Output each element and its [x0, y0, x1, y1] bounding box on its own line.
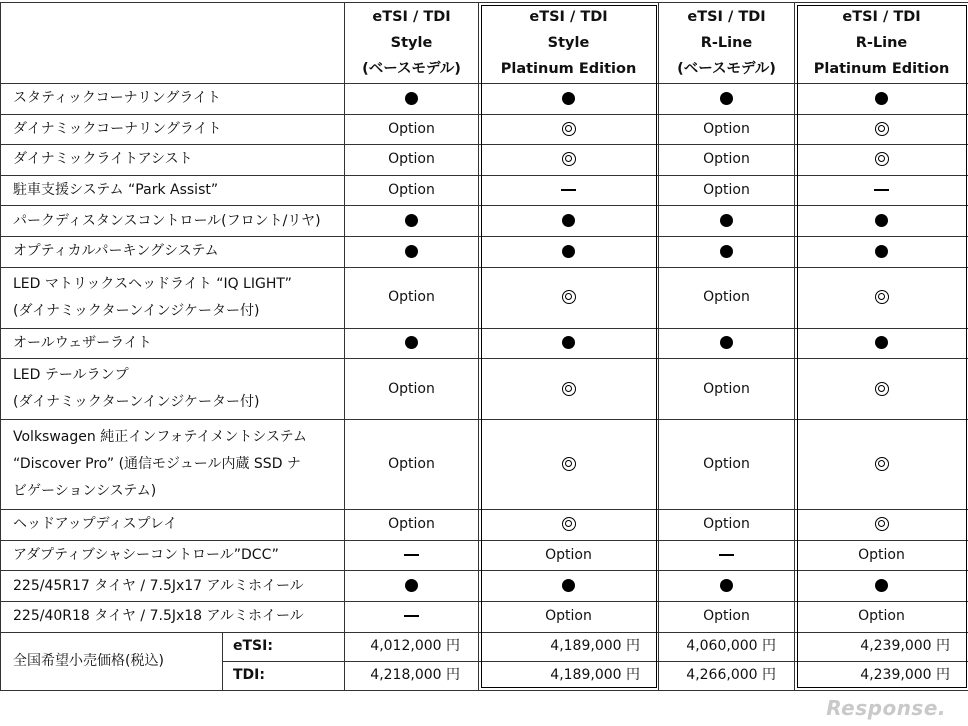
header-line: Style	[390, 35, 433, 51]
header-line: (ベースモデル)	[677, 61, 776, 77]
cell-rline-platinum	[795, 359, 968, 420]
cell-rline-platinum	[795, 571, 968, 602]
feature-name	[1, 510, 345, 541]
option-text: Option	[388, 289, 435, 306]
cell-style-base	[345, 328, 479, 359]
cell-style-platinum	[479, 571, 659, 602]
cell-rline-base	[659, 84, 795, 115]
feature-name	[1, 601, 345, 632]
platinum-equipment-icon	[562, 122, 576, 136]
cell-rline-base	[659, 510, 795, 541]
feature-line: Volkswagen 純正インフォテイメントシステム	[13, 429, 307, 446]
option-text: Option	[703, 380, 750, 397]
cell-rline-base	[659, 571, 795, 602]
feature-line: オールウェザーライト	[13, 334, 152, 351]
table-row	[1, 510, 968, 541]
feature-name	[1, 114, 345, 145]
not-available-icon	[719, 554, 734, 556]
option-text: Option	[703, 151, 750, 168]
cell-rline-base	[659, 145, 795, 176]
cell-rline-platinum	[795, 145, 968, 176]
feature-name	[1, 206, 345, 237]
feature-name	[1, 145, 345, 176]
standard-equipment-icon	[405, 336, 418, 349]
header-line: Platinum Edition	[500, 61, 637, 77]
cell-style-base	[345, 84, 479, 115]
header-line: eTSI / TDI	[372, 9, 451, 25]
option-text: Option	[858, 608, 905, 625]
option-text: Option	[388, 456, 435, 473]
table-row	[1, 267, 968, 328]
feature-line: LED マトリックスヘッドライト “IQ LIGHT”	[13, 275, 292, 292]
option-text: Option	[388, 120, 435, 137]
header-line: R-Line	[700, 35, 753, 51]
not-available-icon	[561, 189, 576, 191]
cell-rline-base	[659, 601, 795, 632]
header-line: eTSI / TDI	[529, 9, 608, 25]
header-line: eTSI / TDI	[842, 9, 921, 25]
cell-rline-base	[659, 114, 795, 145]
option-text: Option	[388, 516, 435, 533]
header-line: Platinum Edition	[813, 61, 950, 77]
header-style-platinum	[479, 3, 659, 84]
table-row	[1, 601, 968, 632]
platinum-equipment-icon	[875, 382, 889, 396]
price-etsi-rline-platinum: 4,239,000 円	[795, 632, 968, 661]
feature-name	[1, 571, 345, 602]
option-text: Option	[388, 151, 435, 168]
cell-style-platinum	[479, 540, 659, 571]
price-tdi-style-base: 4,218,000 円	[345, 661, 479, 690]
cell-style-base	[345, 206, 479, 237]
table-row	[1, 145, 968, 176]
feature-line: ビゲーションシステム)	[13, 483, 157, 500]
platinum-equipment-icon	[875, 122, 889, 136]
header-line: (ベースモデル)	[362, 61, 461, 77]
feature-line: スタティックコーナリングライト	[13, 90, 221, 107]
standard-equipment-icon	[875, 579, 888, 592]
cell-style-base	[345, 359, 479, 420]
cell-style-platinum	[479, 510, 659, 541]
cell-rline-platinum	[795, 267, 968, 328]
feature-line: (ダイナミックターンインジケーター付)	[13, 302, 260, 319]
equipment-table	[0, 2, 968, 691]
cell-style-base	[345, 267, 479, 328]
feature-name	[1, 540, 345, 571]
cell-rline-base	[659, 267, 795, 328]
table-row	[1, 114, 968, 145]
cell-style-base	[345, 114, 479, 145]
feature-line: ダイナミックコーナリングライト	[13, 120, 222, 137]
header-rline-base	[659, 3, 795, 84]
feature-line: ダイナミックライトアシスト	[13, 151, 193, 168]
platinum-equipment-icon	[562, 382, 576, 396]
platinum-equipment-icon	[875, 457, 889, 471]
feature-line: 225/40R18 タイヤ / 7.5Jx18 アルミホイール	[13, 608, 304, 625]
option-text: Option	[545, 608, 592, 625]
price-tdi-rline-base: 4,266,000 円	[659, 661, 795, 690]
option-text: Option	[703, 516, 750, 533]
standard-equipment-icon	[562, 92, 575, 105]
option-text: Option	[545, 547, 592, 564]
standard-equipment-icon	[875, 245, 888, 258]
cell-style-platinum	[479, 601, 659, 632]
cell-rline-platinum	[795, 175, 968, 206]
not-available-icon	[404, 554, 419, 556]
standard-equipment-icon	[562, 214, 575, 227]
header-rline-platinum	[795, 3, 968, 84]
cell-rline-platinum	[795, 601, 968, 632]
feature-line: LED テールランプ	[13, 367, 129, 384]
feature-line: 駐車支援システム “Park Assist”	[13, 182, 219, 199]
feature-line: ヘッドアップディスプレイ	[13, 516, 178, 533]
cell-style-platinum	[479, 236, 659, 267]
cell-style-base	[345, 420, 479, 510]
feature-line: パークディスタンスコントロール(フロント/リヤ)	[13, 212, 321, 229]
standard-equipment-icon	[720, 336, 733, 349]
price-etsi-style-platinum: 4,189,000 円	[479, 632, 659, 661]
platinum-equipment-icon	[875, 152, 889, 166]
cell-rline-base	[659, 236, 795, 267]
feature-name	[1, 175, 345, 206]
header-row	[1, 3, 968, 84]
option-text: Option	[703, 456, 750, 473]
feature-name	[1, 359, 345, 420]
cell-rline-base	[659, 540, 795, 571]
cell-rline-base	[659, 359, 795, 420]
standard-equipment-icon	[562, 245, 575, 258]
platinum-equipment-icon	[562, 152, 576, 166]
price-tdi-style-platinum: 4,189,000 円	[479, 661, 659, 690]
cell-rline-platinum	[795, 236, 968, 267]
standard-equipment-icon	[720, 214, 733, 227]
option-text: Option	[703, 182, 750, 199]
option-text: Option	[703, 608, 750, 625]
standard-equipment-icon	[562, 579, 575, 592]
price-etsi-label: eTSI:	[223, 632, 345, 661]
option-text: Option	[858, 547, 905, 564]
header-line: eTSI / TDI	[687, 9, 766, 25]
watermark-logo: Response.	[826, 696, 946, 720]
platinum-equipment-icon	[875, 290, 889, 304]
standard-equipment-icon	[720, 245, 733, 258]
table-row	[1, 328, 968, 359]
cell-style-platinum	[479, 84, 659, 115]
option-text: Option	[703, 120, 750, 137]
cell-style-base	[345, 175, 479, 206]
price-row-etsi	[1, 632, 968, 661]
platinum-equipment-icon	[562, 517, 576, 531]
platinum-equipment-icon	[562, 290, 576, 304]
table-row	[1, 175, 968, 206]
cell-rline-platinum	[795, 328, 968, 359]
cell-rline-base	[659, 420, 795, 510]
cell-rline-base	[659, 206, 795, 237]
platinum-equipment-icon	[875, 517, 889, 531]
standard-equipment-icon	[875, 214, 888, 227]
price-tdi-label: TDI:	[223, 661, 345, 690]
table-row	[1, 540, 968, 571]
cell-style-platinum	[479, 114, 659, 145]
cell-rline-platinum	[795, 84, 968, 115]
table-row	[1, 206, 968, 237]
cell-style-base	[345, 236, 479, 267]
standard-equipment-icon	[405, 245, 418, 258]
price-label: 全国希望小売価格(税込)	[1, 632, 223, 690]
cell-style-base	[345, 601, 479, 632]
table-row	[1, 359, 968, 420]
cell-style-platinum	[479, 145, 659, 176]
cell-rline-base	[659, 175, 795, 206]
option-text: Option	[388, 380, 435, 397]
standard-equipment-icon	[875, 336, 888, 349]
cell-style-platinum	[479, 359, 659, 420]
cell-rline-platinum	[795, 510, 968, 541]
price-etsi-rline-base: 4,060,000 円	[659, 632, 795, 661]
cell-style-base	[345, 510, 479, 541]
cell-style-platinum	[479, 267, 659, 328]
standard-equipment-icon	[562, 336, 575, 349]
feature-name	[1, 420, 345, 510]
feature-line: オプティカルパーキングシステム	[13, 243, 219, 260]
standard-equipment-icon	[720, 92, 733, 105]
not-available-icon	[404, 615, 419, 617]
table-row	[1, 420, 968, 510]
feature-name	[1, 84, 345, 115]
platinum-equipment-icon	[562, 457, 576, 471]
cell-style-base	[345, 145, 479, 176]
option-text: Option	[703, 289, 750, 306]
table-row	[1, 571, 968, 602]
cell-style-base	[345, 571, 479, 602]
option-text: Option	[388, 182, 435, 199]
cell-style-platinum	[479, 328, 659, 359]
header-style-base	[345, 3, 479, 84]
feature-name	[1, 267, 345, 328]
feature-name	[1, 328, 345, 359]
feature-line: アダプティブシャシーコントロール”DCC”	[13, 547, 279, 564]
standard-equipment-icon	[405, 214, 418, 227]
cell-rline-platinum	[795, 114, 968, 145]
cell-rline-platinum	[795, 420, 968, 510]
feature-line: 225/45R17 タイヤ / 7.5Jx17 アルミホイール	[13, 577, 304, 594]
price-etsi-style-base: 4,012,000 円	[345, 632, 479, 661]
cell-style-base	[345, 540, 479, 571]
standard-equipment-icon	[405, 579, 418, 592]
table-row	[1, 84, 968, 115]
feature-name	[1, 236, 345, 267]
header-blank-cell	[1, 3, 345, 84]
cell-rline-platinum	[795, 206, 968, 237]
not-available-icon	[874, 189, 889, 191]
cell-style-platinum	[479, 420, 659, 510]
cell-style-platinum	[479, 175, 659, 206]
cell-rline-base	[659, 328, 795, 359]
table-row	[1, 236, 968, 267]
price-tdi-rline-platinum: 4,239,000 円	[795, 661, 968, 690]
feature-line: (ダイナミックターンインジケーター付)	[13, 394, 260, 411]
cell-rline-platinum	[795, 540, 968, 571]
header-line: Style	[547, 35, 590, 51]
standard-equipment-icon	[405, 92, 418, 105]
feature-line: “Discover Pro” (通信モジュール内蔵 SSD ナ	[13, 456, 301, 473]
cell-style-platinum	[479, 206, 659, 237]
header-line: R-Line	[855, 35, 908, 51]
standard-equipment-icon	[720, 579, 733, 592]
standard-equipment-icon	[875, 92, 888, 105]
